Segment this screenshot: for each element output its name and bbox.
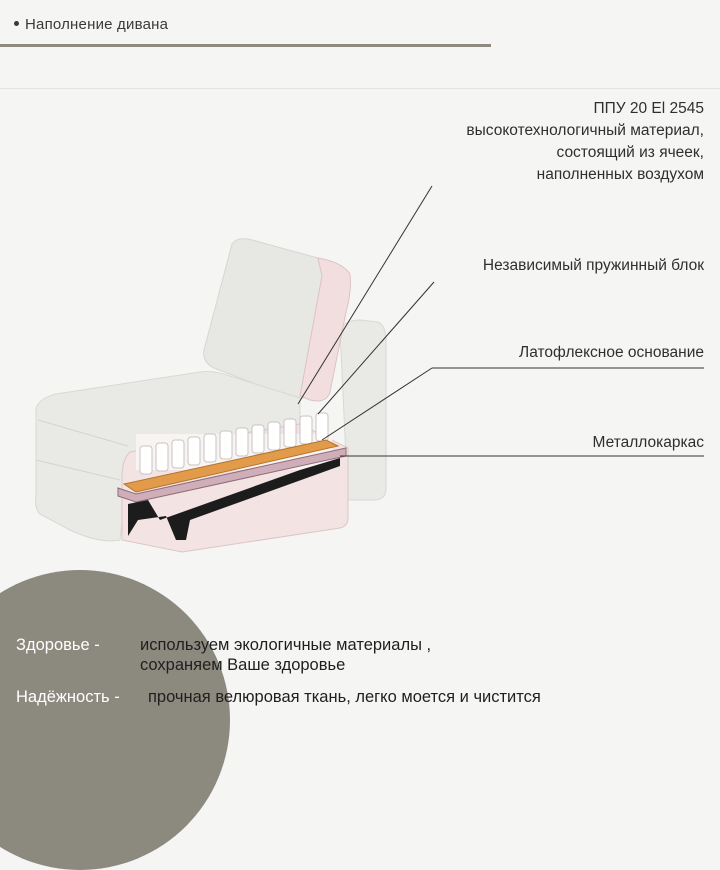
health-text-1: используем экологичные материалы , xyxy=(140,636,432,654)
label-springs: Независимый пружинный блок xyxy=(482,257,704,274)
label-foam-line: ППУ 20 El 2545 xyxy=(593,100,704,117)
label-foam xyxy=(466,98,704,186)
label-frame: Металлокаркас xyxy=(592,434,704,451)
label-foam-line: высокотехнологичный материал, xyxy=(466,122,704,139)
label-latoflex: Латофлексное основание xyxy=(519,344,704,361)
health-key: Здоровье - xyxy=(16,636,100,654)
label-foam-line: состоящий из ячеек, xyxy=(556,144,704,161)
reliability-key: Надёжность - xyxy=(16,688,120,706)
label-foam-line: наполненных воздухом xyxy=(536,166,704,183)
page-title-text: Наполнение дивана xyxy=(25,16,169,33)
reliability-text: прочная велюровая ткань, легко моется и чистится xyxy=(148,688,541,706)
health-text-2: сохраняем Ваше здоровье xyxy=(140,656,346,674)
